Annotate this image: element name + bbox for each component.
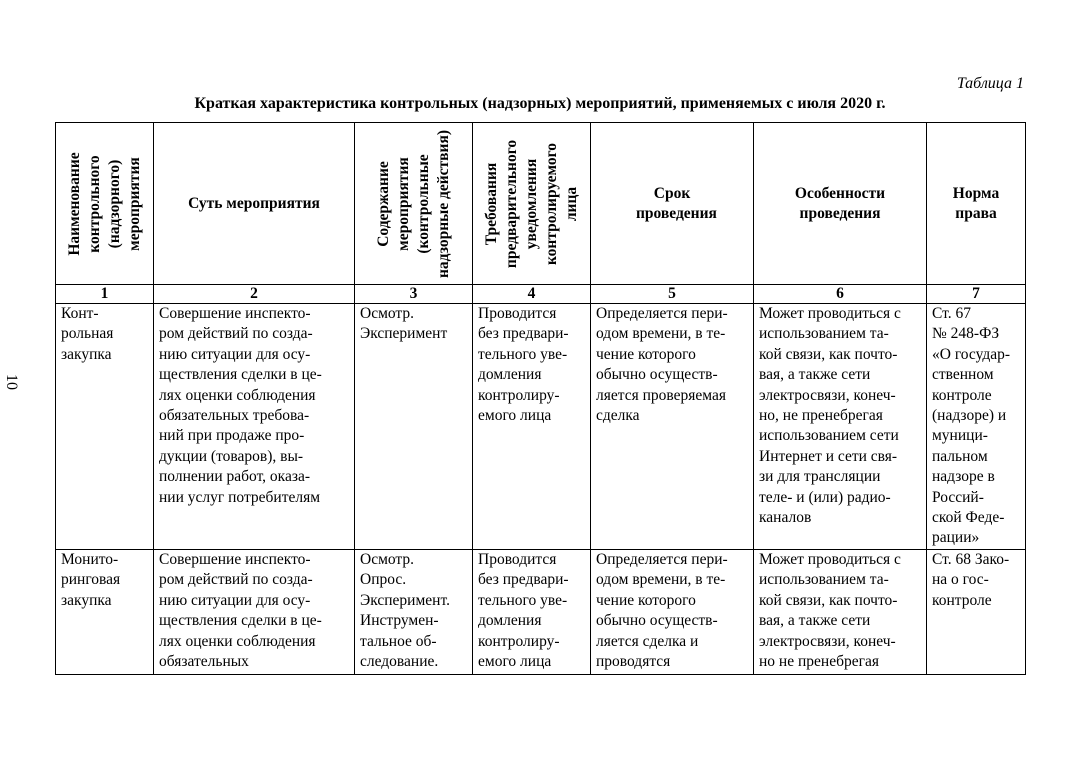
cell-notice: Проводится без предвари- тельного уве- домления контролиру- емого лица bbox=[473, 304, 591, 550]
column-number: 2 bbox=[154, 285, 355, 304]
cell-content: Осмотр. Эксперимент bbox=[355, 304, 473, 550]
column-number: 6 bbox=[754, 285, 927, 304]
events-table bbox=[55, 122, 1026, 675]
page-number: 10 bbox=[3, 374, 20, 390]
cell-notice: Проводится без предвари- тельного уве- домления контролиру- емого лица bbox=[473, 549, 591, 674]
cell-features: Может проводиться с использованием та- кой связи, как почто- вая, а также сети электросвязи, конеч- но, не пренебрегая использованием сети Интернет и сети свя- зи для трансляции теле- и (или) радио- каналов bbox=[754, 304, 927, 550]
table-label: Таблица 1 bbox=[956, 75, 1024, 92]
cell-law: Ст. 68 Зако- на о гос- контроле bbox=[927, 549, 1026, 674]
header-features: Особенности проведения bbox=[754, 123, 927, 285]
cell-essence: Совершение инспекто- ром действий по созда- нию ситуации для осу- ществления сделки в це- лях оценки соблюдения обязательных требова- ний при продаже про- дукции (товаров), вы- полнении работ, оказа- нии услуг потребителям bbox=[154, 304, 355, 550]
cell-term: Определяется пери- одом времени, в те- чение которого обычно осуществ- ляется сделка и проводятся bbox=[591, 549, 754, 674]
column-number-row bbox=[56, 285, 1026, 304]
cell-law: Ст. 67 № 248-ФЗ «О государ- ственном контроле (надзоре) и муници- пальном надзоре в Россий- ской Феде- рации» bbox=[927, 304, 1026, 550]
header-essence: Суть мероприятия bbox=[154, 123, 355, 285]
table-row bbox=[56, 549, 1026, 674]
header-notice: Требования предварительного уведомления контролируемого лица bbox=[473, 123, 591, 285]
cell-content: Осмотр. Опрос. Эксперимент. Инструмен- тальное об- следование. bbox=[355, 549, 473, 674]
cell-term: Определяется пери- одом времени, в те- чение которого обычно осуществ- ляется проверяемая сделка bbox=[591, 304, 754, 550]
column-number: 7 bbox=[927, 285, 1026, 304]
header-law: Норма права bbox=[927, 123, 1026, 285]
table-row bbox=[56, 304, 1026, 550]
cell-essence: Совершение инспекто- ром действий по созда- нию ситуации для осу- ществления сделки в це- лях оценки соблюдения обязательных bbox=[154, 549, 355, 674]
cell-features: Может проводиться с использованием та- кой связи, как почто- вая, а также сети электросвязи, конеч- но не пренебрегая bbox=[754, 549, 927, 674]
table-title: Краткая характеристика контрольных (надзорных) мероприятий, применяемых с июля 2020 г. bbox=[194, 95, 886, 112]
header-content: Содержание мероприятия (контрольные надзорные действия) bbox=[355, 123, 473, 285]
column-number: 3 bbox=[355, 285, 473, 304]
column-number: 5 bbox=[591, 285, 754, 304]
column-number: 1 bbox=[56, 285, 154, 304]
header-term: Срок проведения bbox=[591, 123, 754, 285]
header-event-name: Наименование контрольного (надзорного) мероприятия bbox=[56, 123, 154, 285]
header-row bbox=[56, 123, 1026, 285]
cell-event-name: Конт- рольная закупка bbox=[56, 304, 154, 550]
column-number: 4 bbox=[473, 285, 591, 304]
cell-event-name: Монито- ринговая закупка bbox=[56, 549, 154, 674]
